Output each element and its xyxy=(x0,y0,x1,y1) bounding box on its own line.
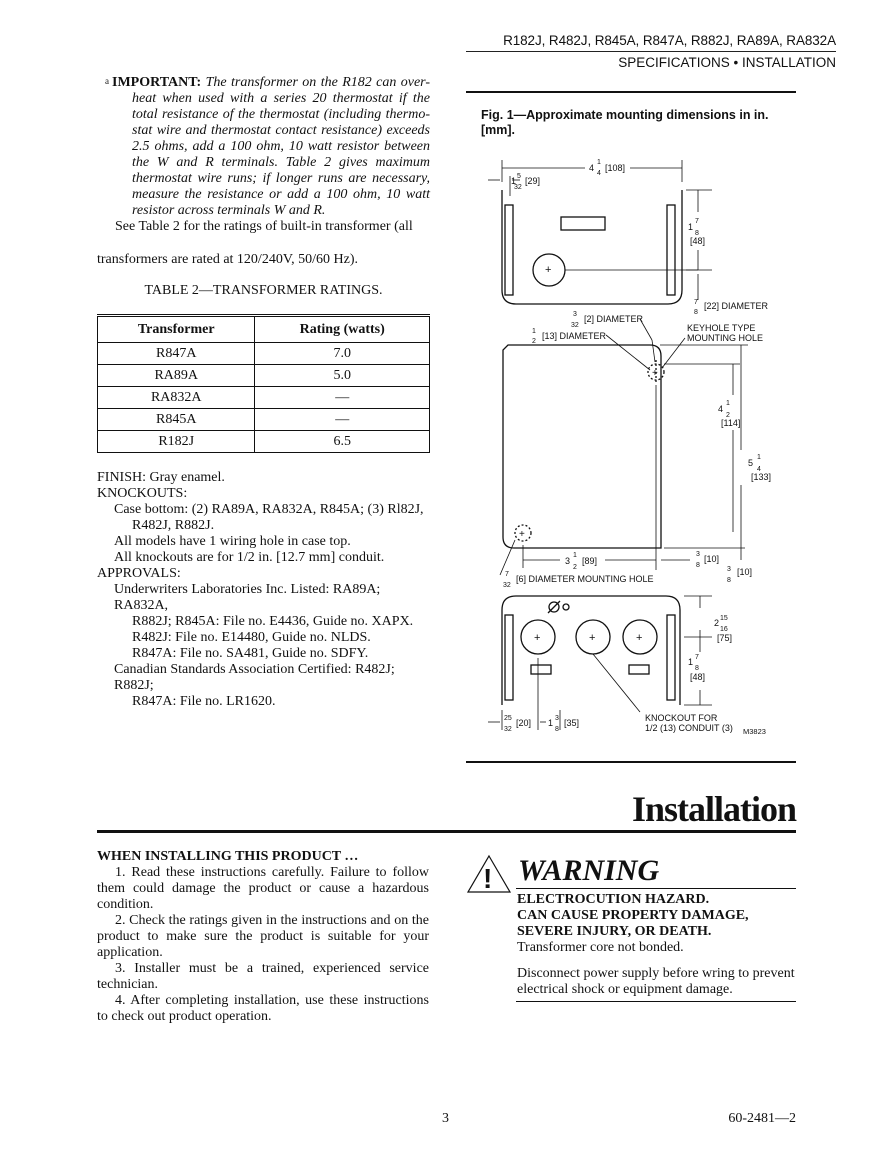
approvals-heading: APPROVALS: xyxy=(97,566,181,581)
figure-title: Fig. 1—Approximate mounting dimensions in in. [mm]. xyxy=(481,108,769,137)
dim-h1-den: 8 xyxy=(695,230,699,237)
dim-h114-mm: [114] xyxy=(721,418,741,428)
installation-steps xyxy=(97,849,429,1025)
dim-width-den: 4 xyxy=(597,170,601,177)
dim-r10a-mm: [10] xyxy=(704,554,720,564)
note-text: The transformer on the R182 can over-heat when used with a series 20 thermostat if the total resistance of the thermostat (including thermo-stat wire and thermostat contact resistance) exceeds 2.5 ohms, add a 100 ohm, 10 watt resistor between the W and R terminals. Table 2 gives maximum thermostat wire runs; if longer runs are necessary, measure the resistance or add a 100 ohm, 10 watt resistor across terminals W and R. xyxy=(132,75,431,218)
plus-mark: + xyxy=(534,632,541,644)
dim-width-mm: [108] xyxy=(605,163,626,173)
dim-h75-num: 15 xyxy=(720,615,728,622)
dim-h1-num: 7 xyxy=(695,218,699,225)
dim-d6-num: 7 xyxy=(505,571,509,578)
dim-width-whole: 4 xyxy=(589,163,595,173)
dim-d13-text: [13] DIAMETER xyxy=(542,331,607,341)
when-installing-heading: WHEN INSTALLING THIS PRODUCT … xyxy=(97,849,359,864)
dim-r10a-den: 8 xyxy=(696,562,700,569)
note-label: IMPORTANT: xyxy=(112,75,202,90)
dim-b35-mm: [35] xyxy=(564,718,580,728)
knockouts-conduit: All knockouts are for 1/2 in. [12.7 mm] conduit. xyxy=(114,550,385,565)
csa-certification-cont: R847A: File no. LR1620. xyxy=(132,694,276,709)
knockout-label-1: KNOCKOUT FOR xyxy=(645,713,718,723)
dim-h114-num: 1 xyxy=(726,400,730,407)
ul-listing: Underwriters Laboratories Inc. Listed: RA89A; RA832A, xyxy=(114,582,381,613)
dim-h75-den: 16 xyxy=(720,626,728,633)
table-cell: — xyxy=(255,409,430,431)
warning-line: Disconnect power supply before wring to prevent electrical shock or equipment damage. xyxy=(517,966,795,997)
dim-d6-text: [6] DIAMETER MOUNTING HOLE xyxy=(516,574,654,584)
installation-heading: Installation xyxy=(631,789,796,829)
knockouts-wiring-hole: All models have 1 wiring hole in case top. xyxy=(114,534,351,549)
dim-b35-num: 3 xyxy=(555,715,559,722)
dim-h48-den: 8 xyxy=(695,665,699,672)
csa-certification: Canadian Standards Association Certified: R482J; R882J; xyxy=(114,662,395,693)
header-section: SPECIFICATIONS • INSTALLATION xyxy=(618,55,836,70)
dim-w89-mm: [89] xyxy=(582,556,598,566)
keyhole-label-1: KEYHOLE TYPE xyxy=(687,323,756,333)
page-number: 3 xyxy=(442,1111,449,1126)
plus-mark: + xyxy=(652,368,658,379)
dim-h133-whole: 5 xyxy=(748,458,754,468)
ul-listing-r482j: R482J: File no. E14480, Guide no. NLDS. xyxy=(132,630,371,645)
figure-code: M3823 xyxy=(743,727,766,736)
install-step: 4. After completing installation, use these instructions to check out product operation. xyxy=(97,993,429,1024)
transformer-rating-text: transformers are rated at 120/240V, 50/60 Hz). xyxy=(97,252,358,267)
install-step: 3. Installer must be a trained, experienced service technician. xyxy=(97,961,429,992)
knockouts-case-bottom: Case bottom: (2) RA89A, RA832A, R845A; (3) Rl82J, xyxy=(114,502,424,517)
dim-b20-den: 32 xyxy=(504,726,512,733)
warning-rule-bottom xyxy=(516,1001,796,1002)
knockout-label-2: 1/2 (13) CONDUIT (3) xyxy=(645,723,733,733)
table-title: TABLE 2—TRANSFORMER RATINGS. xyxy=(144,283,383,298)
dim-d2-text: [2] DIAMETER xyxy=(584,314,644,324)
dim-d2-num: 3 xyxy=(573,311,577,318)
dim-r10a-num: 3 xyxy=(696,551,700,558)
dim-offset-whole: 1 xyxy=(511,176,517,186)
warning-triangle-icon xyxy=(466,854,512,894)
dim-d22-text: [22] DIAMETER xyxy=(704,301,769,311)
warning-symbol: ! xyxy=(483,863,493,894)
dim-h75-mm: [75] xyxy=(717,633,733,643)
dim-d22-num: 7 xyxy=(694,299,698,306)
dim-d2-den: 32 xyxy=(571,322,579,329)
dim-h48-num: 7 xyxy=(695,654,699,661)
dim-w89-whole: 3 xyxy=(565,556,571,566)
dim-offset-den: 32 xyxy=(514,184,522,191)
keyhole-label-2: MOUNTING HOLE xyxy=(687,333,764,343)
dim-w89-num: 1 xyxy=(573,552,577,559)
finish-spec: FINISH: Gray enamel. xyxy=(97,470,225,485)
ul-listing-r847a: R847A: File no. SA481, Guide no. SDFY. xyxy=(132,646,369,661)
plus-mark: + xyxy=(636,632,643,644)
header-models: R182J, R482J, R845A, R847A, R882J, RA89A, RA832A xyxy=(503,33,836,48)
dim-h133-den: 4 xyxy=(757,466,761,473)
dim-b35-den: 8 xyxy=(555,726,559,733)
dim-h48-mm: [48] xyxy=(690,672,706,682)
see-table-text: See Table 2 for the ratings of built-in transformer (all xyxy=(115,219,413,234)
table-cell: RA89A xyxy=(98,365,255,387)
knockouts-case-bottom-cont: R482J, R882J. xyxy=(132,518,215,533)
table-cell: R845A xyxy=(98,409,255,431)
table-header: Rating (watts) xyxy=(255,316,430,343)
table-header: Transformer xyxy=(98,316,255,343)
dim-h133-num: 1 xyxy=(757,454,761,461)
table-cell: 5.0 xyxy=(255,365,430,387)
installation-rule xyxy=(97,830,796,833)
table-cell: — xyxy=(255,387,430,409)
warning-title: WARNING xyxy=(518,854,660,887)
knockouts-heading: KNOCKOUTS: xyxy=(97,486,188,501)
plus-mark: + xyxy=(519,529,525,540)
document-number: 60-2481—2 xyxy=(728,1111,796,1126)
dim-offset-mm: [29] xyxy=(525,176,541,186)
dim-h48-whole: 1 xyxy=(688,657,694,667)
warning-line: CAN CAUSE PROPERTY DAMAGE, xyxy=(517,908,749,923)
dim-h1-whole: 1 xyxy=(688,222,694,232)
dim-b20-num: 25 xyxy=(504,715,512,722)
table-cell: R182J xyxy=(98,431,255,453)
ul-listing-cont: R882J; R845A: File no. E4436, Guide no. XAPX. xyxy=(132,614,414,629)
dim-d22-den: 8 xyxy=(694,309,698,316)
figure-bottom-rule xyxy=(466,761,796,763)
note-marker: a xyxy=(105,76,109,86)
dim-r10b-num: 3 xyxy=(727,566,731,573)
warning-line: Transformer core not bonded. xyxy=(517,940,684,955)
table-cell: R847A xyxy=(98,343,255,365)
dim-h133-mm: [133] xyxy=(751,472,772,482)
warning-line: ELECTROCUTION HAZARD. xyxy=(517,892,710,907)
dim-w89-den: 2 xyxy=(573,564,577,571)
warning-rule-top xyxy=(516,888,796,889)
plus-mark: + xyxy=(589,632,596,644)
install-step: 2. Check the ratings given in the instructions and on the product to make sure the product is suitable for your application. xyxy=(97,913,429,960)
warning-text xyxy=(517,892,802,998)
plus-mark: + xyxy=(545,264,552,276)
dim-offset-num: 5 xyxy=(517,173,521,180)
dim-h1-mm: [48] xyxy=(690,236,706,246)
dim-width-num: 1 xyxy=(597,159,601,166)
dim-b35-whole: 1 xyxy=(548,718,554,728)
dim-r10b-mm: [10] xyxy=(737,567,753,577)
dim-d13-num: 1 xyxy=(532,328,536,335)
install-step: 1. Read these instructions carefully. Failure to follow them could damage the product or cause a hazardous condition. xyxy=(97,865,429,912)
dim-b20-mm: [20] xyxy=(516,718,532,728)
warning-line: SEVERE INJURY, OR DEATH. xyxy=(517,924,712,939)
dim-d6-den: 32 xyxy=(503,582,511,589)
dim-d13-den: 2 xyxy=(532,338,536,345)
table-cell: 7.0 xyxy=(255,343,430,365)
dim-h114-whole: 4 xyxy=(718,404,724,414)
dim-h114-den: 2 xyxy=(726,412,730,419)
table-cell: 6.5 xyxy=(255,431,430,453)
dim-h75-whole: 2 xyxy=(714,618,720,628)
dim-r10b-den: 8 xyxy=(727,577,731,584)
table-cell: RA832A xyxy=(98,387,255,409)
